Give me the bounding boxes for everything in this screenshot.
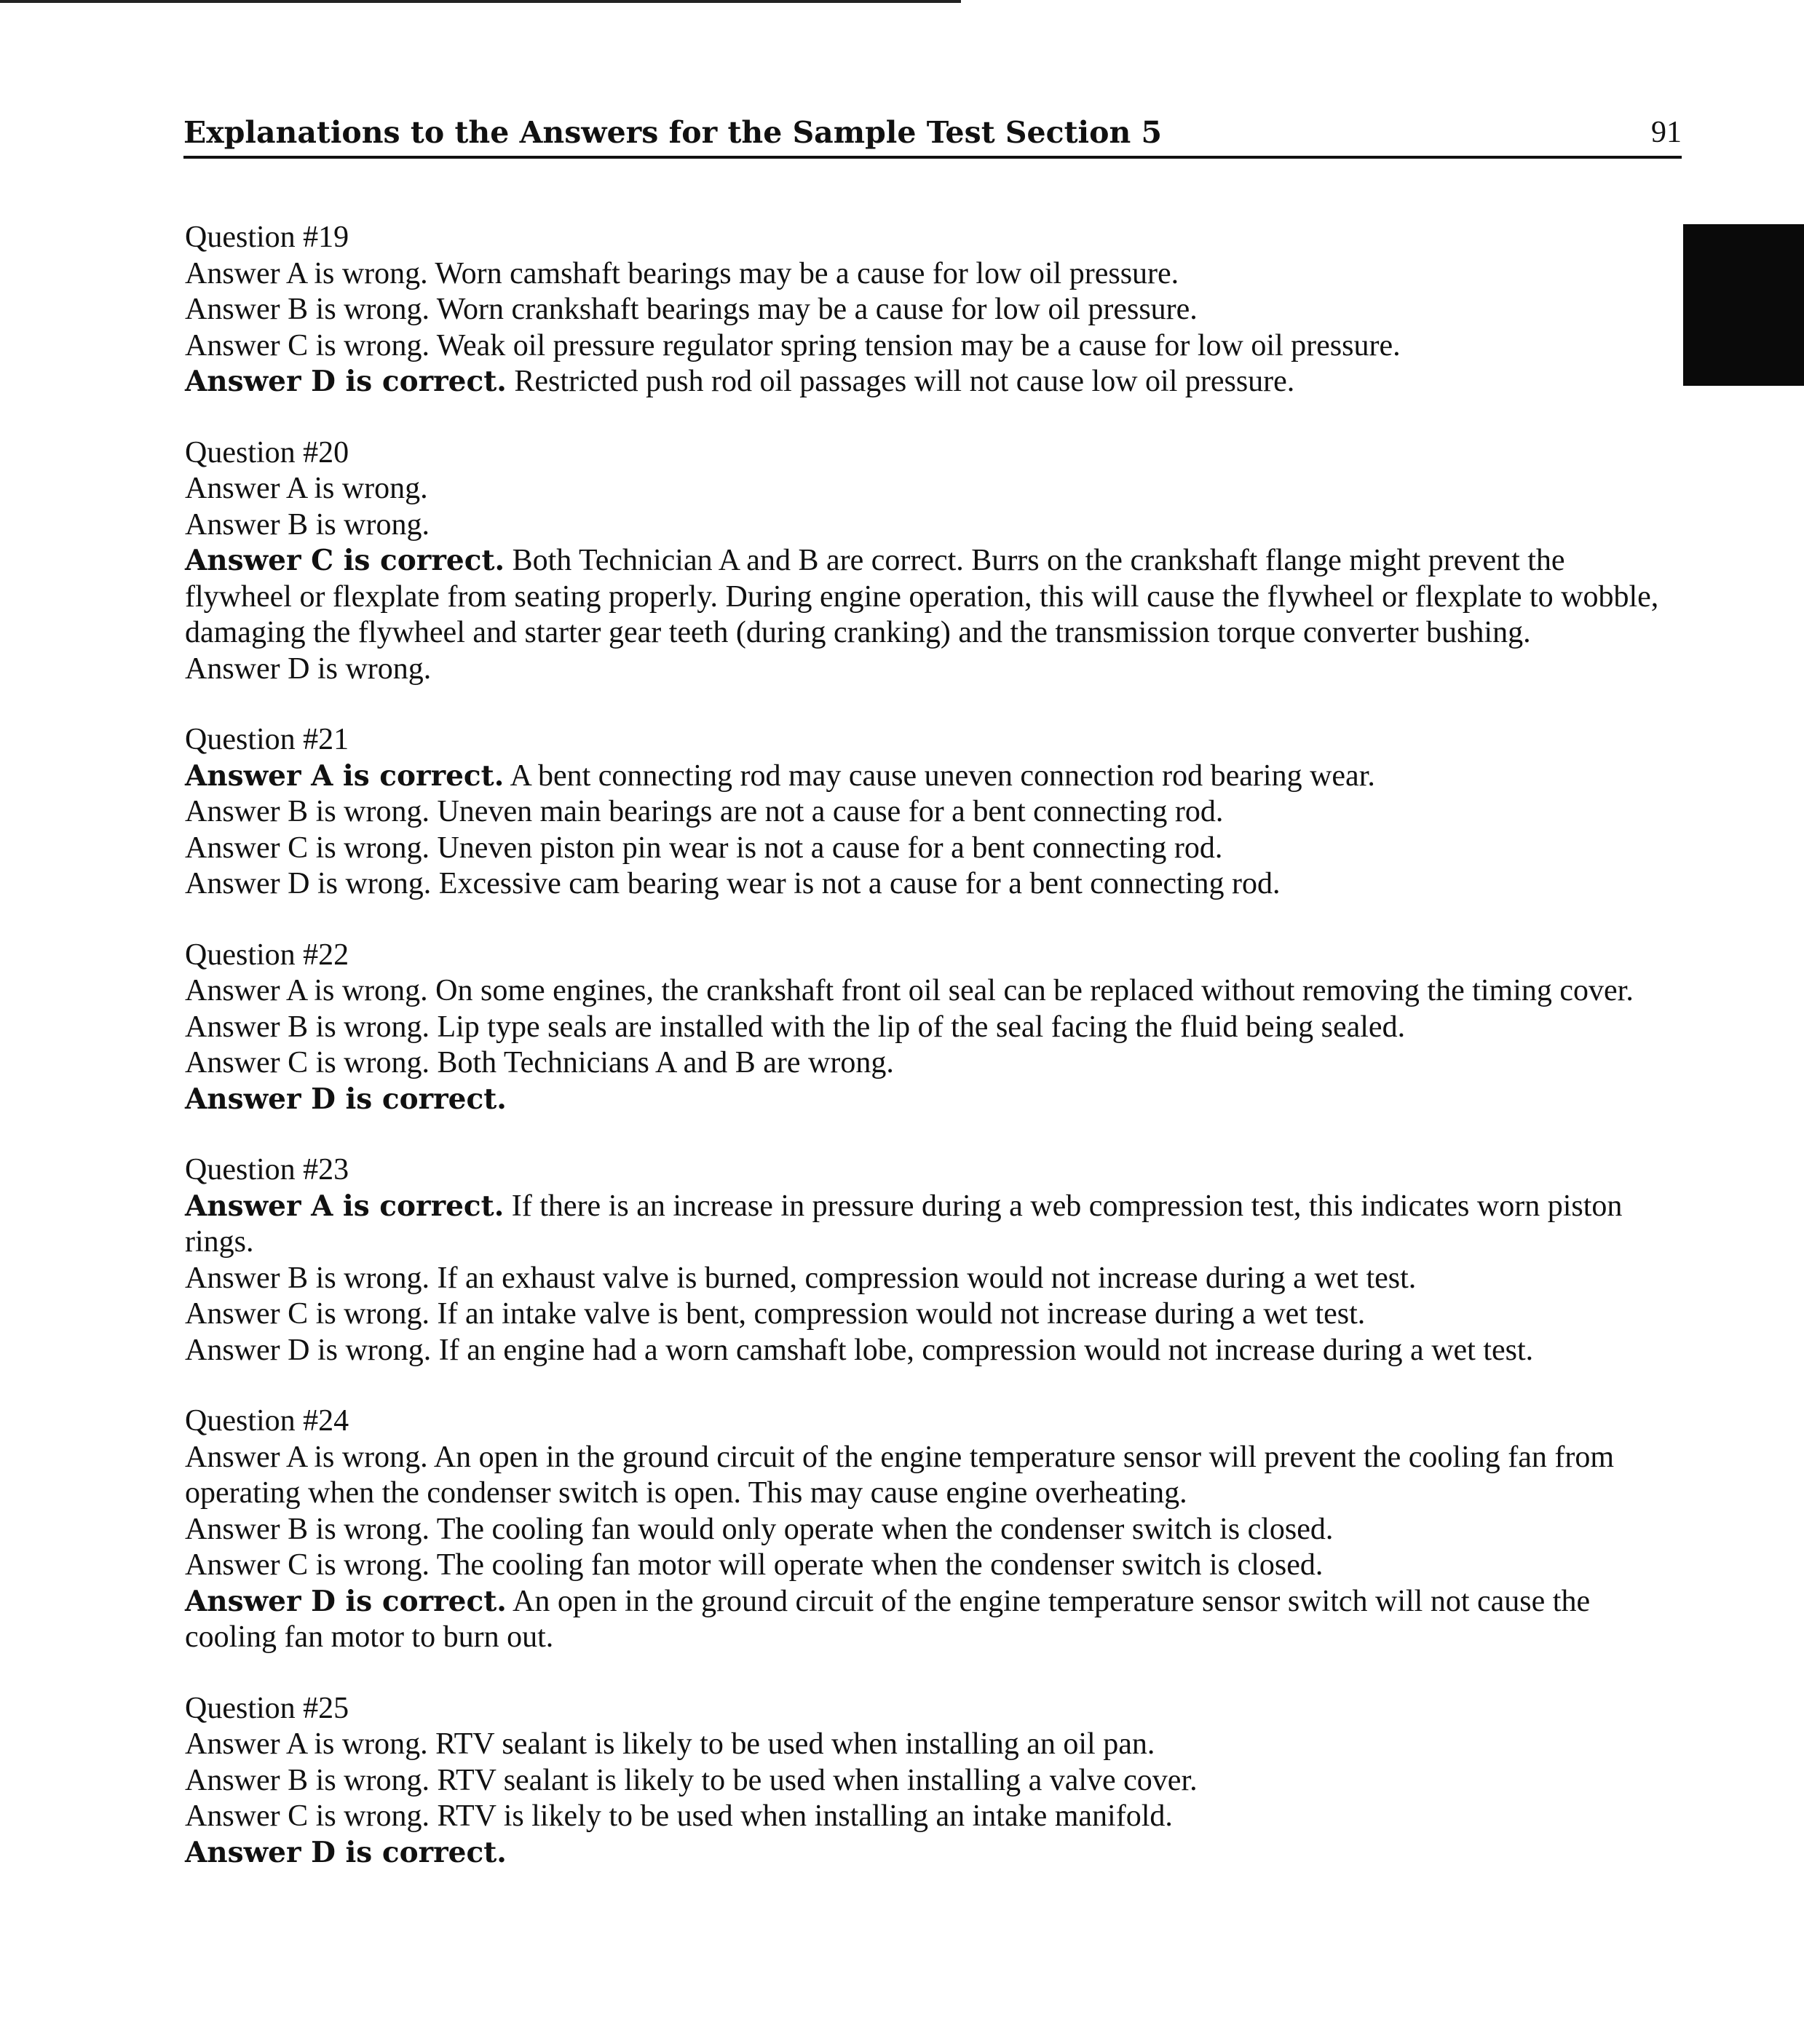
answer-line: Answer B is wrong. The cooling fan would only operate when the condenser switch is closed. [185, 1512, 1334, 1546]
question-heading: Question #25 [185, 1691, 349, 1725]
answer-line: Answer B is wrong. [185, 507, 430, 542]
answer-line: Answer D is wrong. [185, 651, 432, 686]
answer-line: Answer A is wrong. On some engines, the crankshaft front oil seal can be replaced without removing the timing cover. [185, 974, 1634, 1007]
question-22 [185, 938, 1685, 1118]
question-25 [185, 1691, 1685, 1871]
answer-line: Answer A is wrong. An open in the ground circuit of the engine temperature sensor will prevent the cooling fan from operating when the condenser switch is open. This may cause engine overheating. [185, 1440, 1615, 1510]
answer-line: Answer D is wrong. Excessive cam bearing wear is not a cause for a bent connecting rod. [185, 867, 1281, 900]
answer-line: Answer A is wrong. RTV sealant is likely to be used when installing an oil pan. [185, 1727, 1155, 1761]
answer-line-correct: Answer C is correct. Both Technician A and B are correct. Burrs on the crankshaft flange might prevent the flywheel or flexplate from seating properly. During engine operation, this will cause the flywheel or flexplate to wobble, damaging the flywheel and starter gear teeth (during cranking) and the transmission torque converter bushing. [185, 544, 1659, 649]
answer-line: Answer C is wrong. Both Technicians A and B are wrong. [185, 1046, 894, 1080]
answer-line: Answer C is wrong. The cooling fan motor will operate when the condenser switch is closed. [185, 1548, 1324, 1582]
section-thumb-tab [1683, 224, 1804, 386]
answer-line: Answer C is wrong. If an intake valve is bent, compression would not increase during a wet test. [185, 1297, 1366, 1331]
section-title: Explanations to the Answers for the Sample Test Section 5 [183, 115, 1163, 150]
question-heading: Question #22 [185, 938, 349, 972]
answer-line-correct: Answer A is correct. If there is an increase in pressure during a web compression test, this indicates worn piston rings. [185, 1189, 1623, 1259]
question-heading: Question #24 [185, 1404, 349, 1438]
answer-line: Answer C is wrong. Weak oil pressure regulator spring tension may be a cause for low oil pressure. [185, 328, 1401, 363]
answer-line: Answer B is wrong. Worn crankshaft bearings may be a cause for low oil pressure. [185, 293, 1198, 326]
question-23 [185, 1152, 1685, 1368]
question-heading: Question #19 [185, 221, 349, 254]
answer-line: Answer C is wrong. RTV is likely to be used when installing an intake manifold. [185, 1799, 1173, 1833]
question-20 [185, 435, 1685, 688]
answer-line: Answer A is wrong. Worn camshaft bearings may be a cause for low oil pressure. [185, 256, 1179, 290]
question-heading: Question #20 [185, 435, 349, 470]
question-24 [185, 1403, 1685, 1656]
question-19 [185, 220, 1685, 400]
answer-line-correct: Answer D is correct. [185, 1082, 507, 1116]
answer-line: Answer B is wrong. Uneven main bearings are not a cause for a bent connecting rod. [185, 795, 1224, 828]
page-number: 91 [1651, 116, 1682, 149]
question-heading: Question #21 [185, 723, 349, 756]
answer-line: Answer B is wrong. If an exhaust valve is burned, compression would not increase during a wet test. [185, 1261, 1417, 1295]
answer-line: Answer A is wrong. [185, 472, 428, 505]
page-header [183, 109, 1682, 159]
scan-edge-line [0, 0, 961, 3]
answer-line: Answer B is wrong. RTV sealant is likely to be used when installing a valve cover. [185, 1763, 1198, 1797]
answer-line-correct: Answer D is correct. [185, 1835, 507, 1869]
question-21 [185, 722, 1685, 903]
answers-content [185, 220, 1685, 1906]
answer-line: Answer D is wrong. If an engine had a worn camshaft lobe, compression would not increase during a wet test. [185, 1333, 1534, 1367]
answer-line-correct: Answer D is correct. Restricted push rod oil passages will not cause low oil pressure. [185, 365, 1295, 398]
answer-line: Answer C is wrong. Uneven piston pin wear is not a cause for a bent connecting rod. [185, 831, 1223, 865]
answer-line-correct: Answer D is correct. An open in the ground circuit of the engine temperature sensor switch will not cause the cooling fan motor to burn out. [185, 1584, 1591, 1654]
answer-line-correct: Answer A is correct. A bent connecting rod may cause uneven connection rod bearing wear. [185, 758, 1375, 793]
answer-line: Answer B is wrong. Lip type seals are installed with the lip of the seal facing the fluid being sealed. [185, 1010, 1406, 1044]
question-heading: Question #23 [185, 1153, 349, 1187]
